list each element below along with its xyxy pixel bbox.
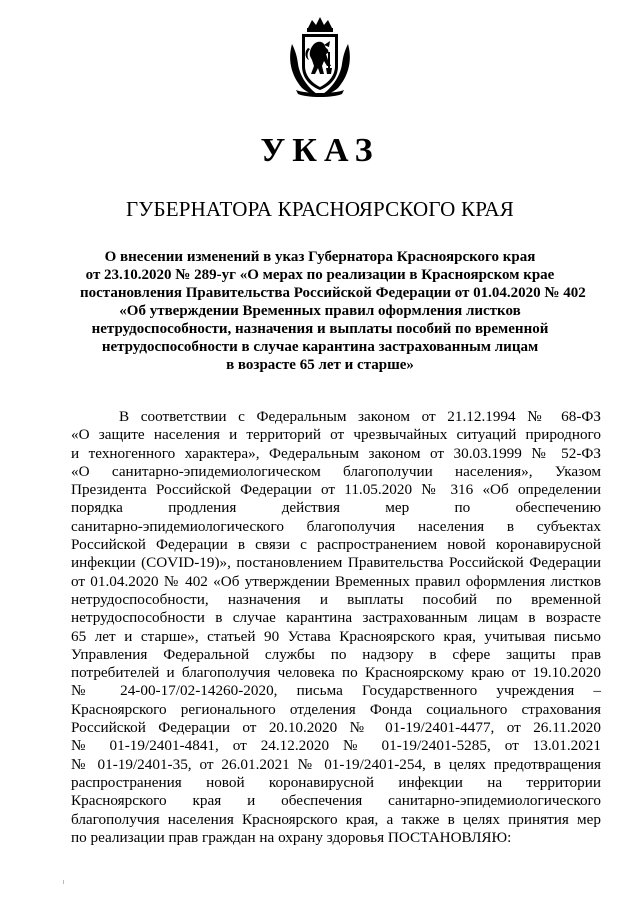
- subject-line: от 23.10.2020 № 289-уг «О мерах по реализации в Красноярском крае: [85, 267, 555, 283]
- krasnoyarsk-coat-of-arms-icon: [286, 14, 354, 98]
- issuer-heading: ГУБЕРНАТОРА КРАСНОЯРСКОГО КРАЯ: [126, 197, 514, 221]
- body-line: В соответствии с Федеральным законом от 21.12.1994 № 68-ФЗ: [119, 408, 601, 425]
- body-line: № 01-19/2401-35, от 26.01.2021 № 01-19/2401-254, в целях предотвращения: [71, 755, 601, 773]
- subject-line: О внесении изменений в указ Губернатора Красноярского края: [104, 249, 536, 265]
- body-line: распространения новой коронавирусной инфекции на территории: [71, 773, 601, 791]
- body-line: «О санитарно-эпидемиологическом благополучии населения», Указом: [71, 462, 601, 480]
- body-line: 65 лет и старше», статьей 90 Устава Красноярского края, учитывая письмо: [71, 627, 601, 645]
- body-line: нетрудоспособности, назначения и выплаты пособий по временной: [71, 590, 601, 608]
- decree-title: УКАЗ: [260, 132, 380, 169]
- body-line: Российской Федерации от 20.10.2020 № 01-19/2401-4477, от 26.11.2020: [71, 719, 601, 737]
- body-line: № 01-19/2401-4841, от 24.12.2020 № 01-19/2401-5285, от 13.01.2021: [71, 737, 601, 755]
- body-line: благополучия населения Красноярского края, а также в целях принятия мер: [71, 810, 601, 828]
- decree-subject: [80, 248, 586, 374]
- body-line: № 24-00-17/02-14260-2020, письма Государственного учреждения –: [71, 682, 601, 700]
- subject-line: нетрудоспособности в случае карантина застрахованным лицам: [101, 339, 539, 355]
- subject-line: постановления Правительства Российской Федерации от 01.04.2020 № 402: [80, 285, 586, 301]
- body-line: нетрудоспособности в случае карантина застрахованным лицам в возрасте: [71, 609, 601, 627]
- body-line: потребителей и благополучия человека по Красноярскому краю от 19.10.2020: [71, 664, 601, 682]
- body-line: Российской Федерации в связи с распространением новой коронавирусной: [71, 536, 601, 554]
- body-line: инфекции (COVID-19)», постановлением Правительства Российской Федерации: [71, 554, 601, 572]
- body-line: порядка продления действия мер по обеспечению: [71, 499, 601, 517]
- scan-artifact: [63, 880, 64, 884]
- body-line: Президента Российской Федерации от 11.05.2020 № 316 «Об определении: [71, 481, 601, 499]
- subject-line: в возрасте 65 лет и старше»: [226, 357, 414, 373]
- body-line: и техногенного характера», Федеральным законом от 30.03.1999 № 52-ФЗ: [71, 444, 601, 462]
- subject-line: нетрудоспособности, назначения и выплаты пособий по временной: [91, 321, 549, 337]
- body-line: от 01.04.2020 № 402 «Об утверждении Временных правил оформления листков: [71, 572, 601, 590]
- body-line: «О защите населения и территорий от чрезвычайных ситуаций природного: [71, 426, 601, 444]
- preamble-paragraph: [71, 408, 601, 847]
- body-line: Красноярского края и обеспечения санитарно-эпидемиологического: [71, 792, 601, 810]
- body-line: Красноярского регионального отделения Фонда социального страхования: [71, 700, 601, 718]
- subject-line: «Об утверждении Временных правил оформления листков: [119, 303, 521, 319]
- body-line: санитарно-эпидемиологического благополучия населения в субъектах: [71, 517, 601, 535]
- body-line: по реализации прав граждан на охрану здоровья ПОСТАНОВЛЯЮ:: [71, 828, 512, 846]
- body-line: Управления Федеральной службы по надзору в сфере защиты прав: [71, 645, 601, 663]
